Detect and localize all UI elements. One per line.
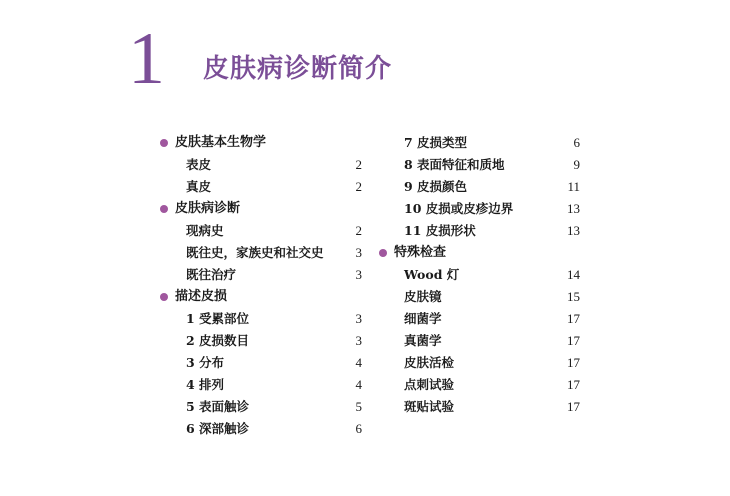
toc-page-number: 5 bbox=[355, 399, 362, 414]
toc-section bbox=[158, 198, 362, 220]
toc-entry[interactable] bbox=[377, 220, 580, 242]
toc-section bbox=[158, 286, 362, 308]
toc-entry[interactable] bbox=[158, 154, 362, 176]
chapter-title: 皮肤病诊断简介 bbox=[203, 54, 393, 84]
toc-entry[interactable] bbox=[377, 176, 580, 198]
toc-page-number: 17 bbox=[567, 399, 580, 414]
toc-page-number: 17 bbox=[567, 311, 580, 326]
toc-entry-title: 真皮 bbox=[186, 179, 212, 194]
bullet-icon bbox=[379, 249, 387, 257]
toc-entry-title: 现病史 bbox=[186, 223, 224, 238]
toc-entry-title: 既往治疗 bbox=[186, 267, 237, 282]
toc-entry[interactable] bbox=[377, 198, 580, 220]
toc-page-number: 6 bbox=[573, 135, 580, 150]
toc-entry[interactable] bbox=[158, 308, 362, 330]
toc-entry[interactable] bbox=[158, 242, 362, 264]
toc-page-number: 9 bbox=[573, 157, 580, 172]
toc-entry[interactable] bbox=[158, 374, 362, 396]
toc-entry-title: 4 排列 bbox=[186, 377, 225, 392]
toc-page-number: 3 bbox=[355, 267, 362, 282]
toc-page-number: 17 bbox=[567, 333, 580, 348]
toc-entry-title: Wood 灯 bbox=[404, 267, 460, 282]
toc-entry[interactable] bbox=[377, 374, 580, 396]
toc-entry[interactable] bbox=[377, 352, 580, 374]
toc-entry-title: 1 受累部位 bbox=[186, 311, 250, 326]
toc-left-column bbox=[158, 132, 362, 440]
toc-page-number: 17 bbox=[567, 377, 580, 392]
toc-section-title: 皮肤病诊断 bbox=[175, 201, 241, 216]
toc-entry[interactable] bbox=[158, 396, 362, 418]
toc-entry[interactable] bbox=[158, 418, 362, 440]
toc-page-number: 13 bbox=[567, 201, 580, 216]
chapter-number: 1 bbox=[128, 18, 165, 100]
toc-section bbox=[158, 132, 362, 154]
toc-entry-title: 2 皮损数目 bbox=[186, 333, 250, 348]
toc-section-title: 皮肤基本生物学 bbox=[175, 135, 267, 150]
toc-entry-title: 皮肤镜 bbox=[404, 289, 442, 304]
bullet-icon bbox=[160, 205, 168, 213]
toc-entry[interactable] bbox=[377, 330, 580, 352]
toc-page-number: 3 bbox=[355, 245, 362, 260]
toc-section-title: 描述皮损 bbox=[175, 289, 228, 304]
toc-entry[interactable] bbox=[158, 352, 362, 374]
toc-entry-title: 细菌学 bbox=[404, 311, 442, 326]
toc-page-number: 4 bbox=[355, 355, 362, 370]
toc-entry[interactable] bbox=[158, 330, 362, 352]
toc-entry-title: 10 皮损或皮疹边界 bbox=[404, 201, 514, 216]
toc-entry-title: 真菌学 bbox=[404, 333, 442, 348]
toc-section bbox=[377, 242, 580, 264]
toc-entry-title: 斑贴试验 bbox=[404, 399, 455, 414]
toc-entry[interactable] bbox=[377, 132, 580, 154]
toc-entry-title: 11 皮损形状 bbox=[404, 223, 476, 238]
toc-entry-title: 表皮 bbox=[186, 157, 212, 172]
toc-page-number: 17 bbox=[567, 355, 580, 370]
toc-page-number: 2 bbox=[355, 157, 362, 172]
toc-page-number: 14 bbox=[567, 267, 580, 282]
toc-page-number: 3 bbox=[355, 333, 362, 348]
bullet-icon bbox=[160, 293, 168, 301]
toc-entry-title: 8 表面特征和质地 bbox=[404, 157, 505, 172]
toc-entry-title: 5 表面触诊 bbox=[186, 399, 250, 414]
toc-entry-title: 9 皮损颜色 bbox=[404, 179, 468, 194]
toc-entry[interactable] bbox=[377, 154, 580, 176]
toc-page-number: 4 bbox=[355, 377, 362, 392]
bullet-icon bbox=[160, 139, 168, 147]
toc-entry-title: 皮肤活检 bbox=[404, 355, 455, 370]
toc-entry[interactable] bbox=[158, 264, 362, 286]
toc-entry[interactable] bbox=[158, 220, 362, 242]
toc-entry[interactable] bbox=[377, 396, 580, 418]
toc-entry[interactable] bbox=[377, 286, 580, 308]
toc-section-title: 特殊检查 bbox=[394, 245, 447, 260]
toc-page-number: 6 bbox=[355, 421, 362, 436]
toc-entry[interactable] bbox=[158, 176, 362, 198]
toc-entry[interactable] bbox=[377, 264, 580, 286]
toc-page-number: 15 bbox=[567, 289, 580, 304]
toc-page-number: 3 bbox=[355, 311, 362, 326]
toc-entry-title: 6 深部触诊 bbox=[186, 421, 250, 436]
toc-page-number: 13 bbox=[567, 223, 580, 238]
toc-page-number: 2 bbox=[355, 223, 362, 238]
toc-entry-title: 点刺试验 bbox=[404, 377, 455, 392]
toc-entry[interactable] bbox=[377, 308, 580, 330]
toc-right-column bbox=[377, 132, 580, 418]
toc-entry-title: 既往史，家族史和社交史 bbox=[186, 245, 324, 260]
toc-page-number: 2 bbox=[355, 179, 362, 194]
toc-entry-title: 7 皮损类型 bbox=[404, 135, 468, 150]
toc-entry-title: 3 分布 bbox=[186, 355, 225, 370]
toc-page-number: 11 bbox=[567, 179, 580, 194]
